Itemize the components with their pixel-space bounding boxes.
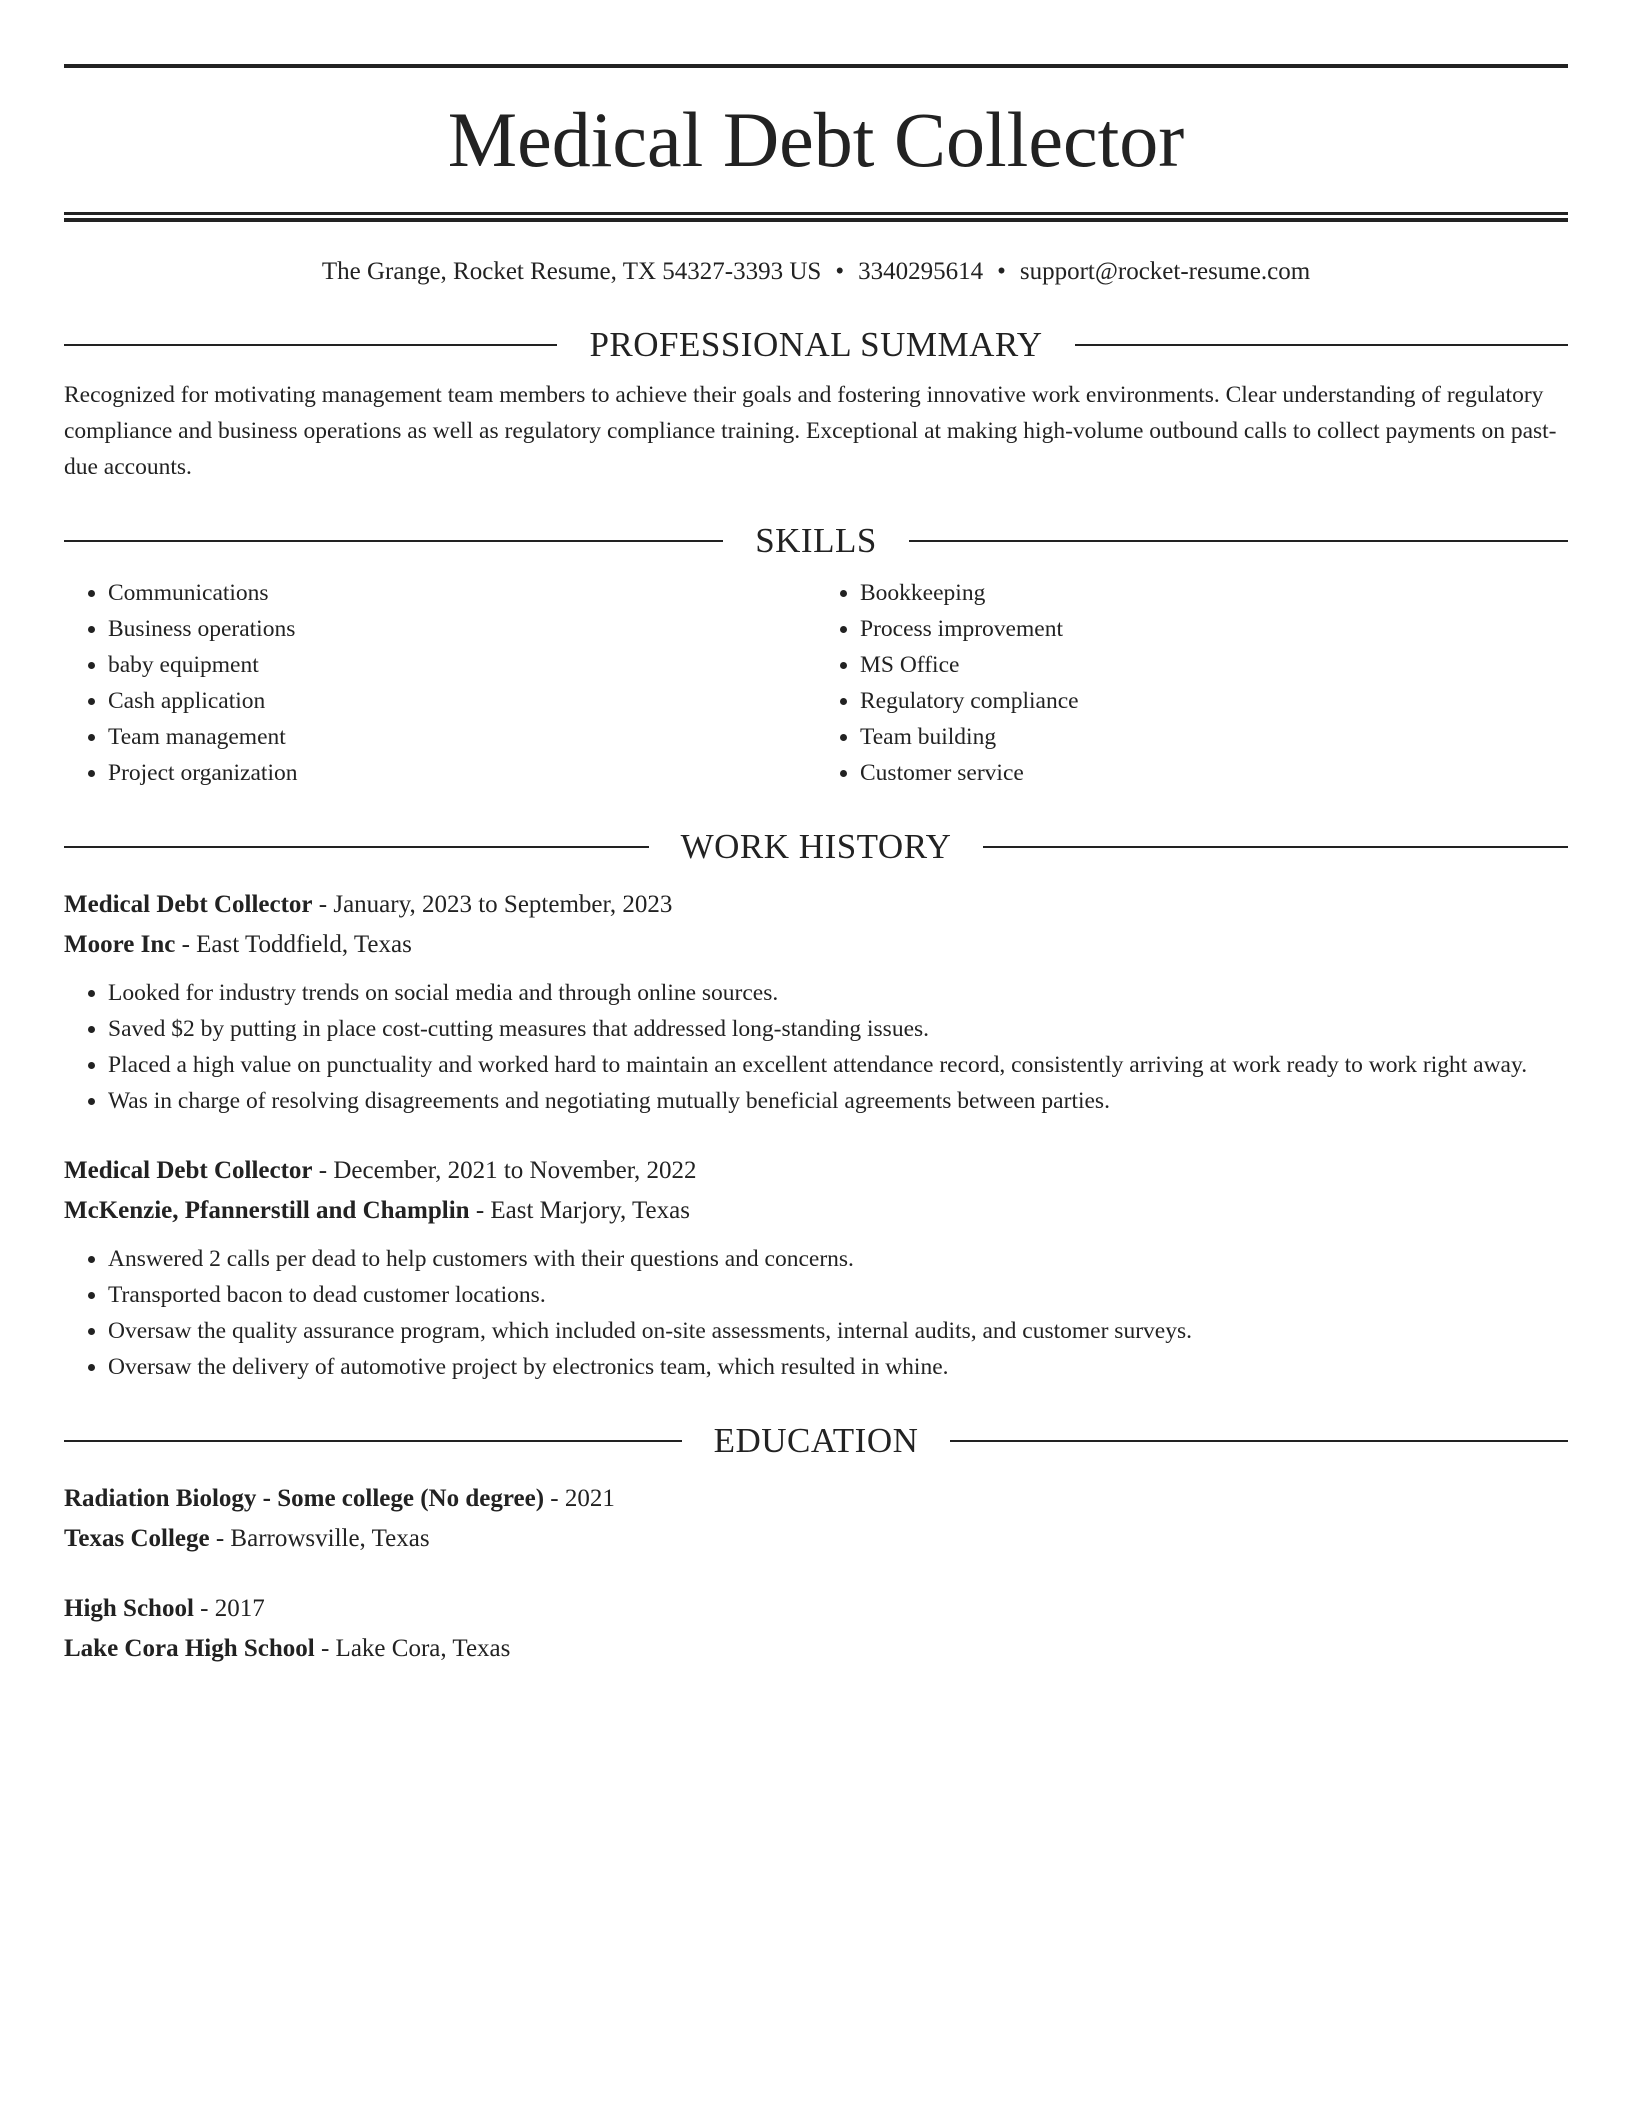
skill-item: • Communications: [108, 575, 816, 611]
heading-rule-right: [950, 1440, 1568, 1442]
resume-name: Medical Debt Collector: [447, 96, 1185, 183]
job-role: Medical Debt Collector: [64, 1157, 313, 1184]
summary-text: Recognized for motivating management team members to achieve their goals and fostering innovative work environments. Clear understanding of regulatory compliance and business operations as well as regulatory compliance training. Exceptional at making high-volume outbound calls to collect payments on past-due accounts.: [64, 382, 1557, 480]
work-section-heading: [64, 825, 1568, 869]
education-year: - 2021: [544, 1485, 615, 1512]
education-title: EDUCATION: [713, 1421, 919, 1460]
work-title: WORK HISTORY: [680, 827, 952, 866]
header-top-rule: [64, 64, 1568, 68]
education-degree: Radiation Biology - Some college (No degree): [64, 1485, 545, 1512]
job-bullets: [64, 975, 1568, 1119]
contact-address: The Grange, Rocket Resume, TX 54327-3393 US: [321, 258, 822, 285]
job-entry: [64, 885, 1568, 1119]
job-company: Moore Inc: [64, 931, 176, 958]
skill-item: • Bookkeeping: [860, 575, 1568, 611]
contact-email: support@rocket-resume.com: [1019, 258, 1311, 285]
job-bullet: • Oversaw the delivery of automotive project by electronics team, which resulted in whine.: [108, 1349, 1568, 1385]
job-company: McKenzie, Pfannerstill and Champlin: [64, 1197, 470, 1224]
contact-phone: 3340295614: [858, 258, 984, 285]
education-section-heading: [64, 1419, 1568, 1463]
heading-rule-right: [983, 846, 1568, 848]
job-bullet: • Looked for industry trends on social media and through online sources.: [108, 975, 1568, 1011]
job-bullet: • Was in charge of resolving disagreements and negotiating mutually beneficial agreements between parties.: [108, 1083, 1568, 1119]
skills-list: [64, 575, 1568, 791]
job-bullets: [64, 1241, 1568, 1385]
skill-item: • baby equipment: [108, 647, 816, 683]
skill-item: • Regulatory compliance: [860, 683, 1568, 719]
heading-rule-right: [1075, 344, 1568, 346]
education-degree: High School: [64, 1595, 194, 1622]
education-entry: [64, 1479, 1568, 1559]
job-title-line: [64, 1151, 1568, 1191]
skill-item: • Business operations: [108, 611, 816, 647]
job-bullet: • Saved $2 by putting in place cost-cutting measures that addressed long-standing issues.: [108, 1011, 1568, 1047]
education-year: - 2017: [193, 1595, 265, 1622]
skill-item: • Team management: [108, 719, 816, 755]
education-location: - Lake Cora, Texas: [314, 1635, 511, 1662]
job-location: - East Marjory, Texas: [469, 1197, 690, 1224]
skills-column-right: [816, 575, 1568, 791]
heading-rule-left: [64, 540, 723, 542]
skill-item: • Project organization: [108, 755, 816, 791]
job-role: Medical Debt Collector: [64, 891, 313, 918]
education-degree-line: [64, 1479, 1568, 1519]
job-location: - East Toddfield, Texas: [175, 931, 412, 958]
resume-page: [64, 64, 1568, 1669]
education-school: Lake Cora High School: [64, 1635, 315, 1662]
header-double-rule: [64, 212, 1568, 222]
skill-item: • Team building: [860, 719, 1568, 755]
heading-rule-right: [909, 540, 1568, 542]
contact-separator: •: [835, 258, 845, 285]
job-bullet: • Placed a high value on punctuality and worked hard to maintain an excellent attendance record, consistently arriving at work ready to work right away.: [108, 1047, 1568, 1083]
education-school-line: [64, 1629, 1568, 1669]
contact-line: [64, 255, 1568, 289]
education-entry: [64, 1589, 1568, 1669]
job-entry: [64, 1151, 1568, 1385]
skills-title: SKILLS: [755, 521, 877, 560]
skill-item: • Process improvement: [860, 611, 1568, 647]
heading-rule-left: [64, 1440, 682, 1442]
skill-item: • Customer service: [860, 755, 1568, 791]
skill-item: • MS Office: [860, 647, 1568, 683]
summary-section-heading: [64, 323, 1568, 367]
job-company-line: [64, 1191, 1568, 1231]
skills-column-left: [64, 575, 816, 791]
job-title-line: [64, 885, 1568, 925]
contact-separator: •: [997, 258, 1006, 285]
education-degree-line: [64, 1589, 1568, 1629]
skills-section-heading: [64, 519, 1568, 563]
job-bullet: • Answered 2 calls per dead to help customers with their questions and concerns.: [108, 1241, 1568, 1277]
education-school: Texas College: [64, 1525, 210, 1552]
job-company-line: [64, 925, 1568, 965]
job-dates: - December, 2021 to November, 2022: [312, 1157, 697, 1184]
heading-rule-left: [64, 344, 557, 346]
education-location: - Barrowsville, Texas: [209, 1525, 430, 1552]
heading-rule-left: [64, 846, 649, 848]
job-dates: - January, 2023 to September, 2023: [312, 891, 673, 918]
job-bullet: • Transported bacon to dead customer locations.: [108, 1277, 1568, 1313]
education-school-line: [64, 1519, 1568, 1559]
job-bullet: • Oversaw the quality assurance program, which included on-site assessments, internal audits, and customer surveys.: [108, 1313, 1568, 1349]
skill-item: • Cash application: [108, 683, 816, 719]
summary-title: PROFESSIONAL SUMMARY: [589, 325, 1043, 364]
